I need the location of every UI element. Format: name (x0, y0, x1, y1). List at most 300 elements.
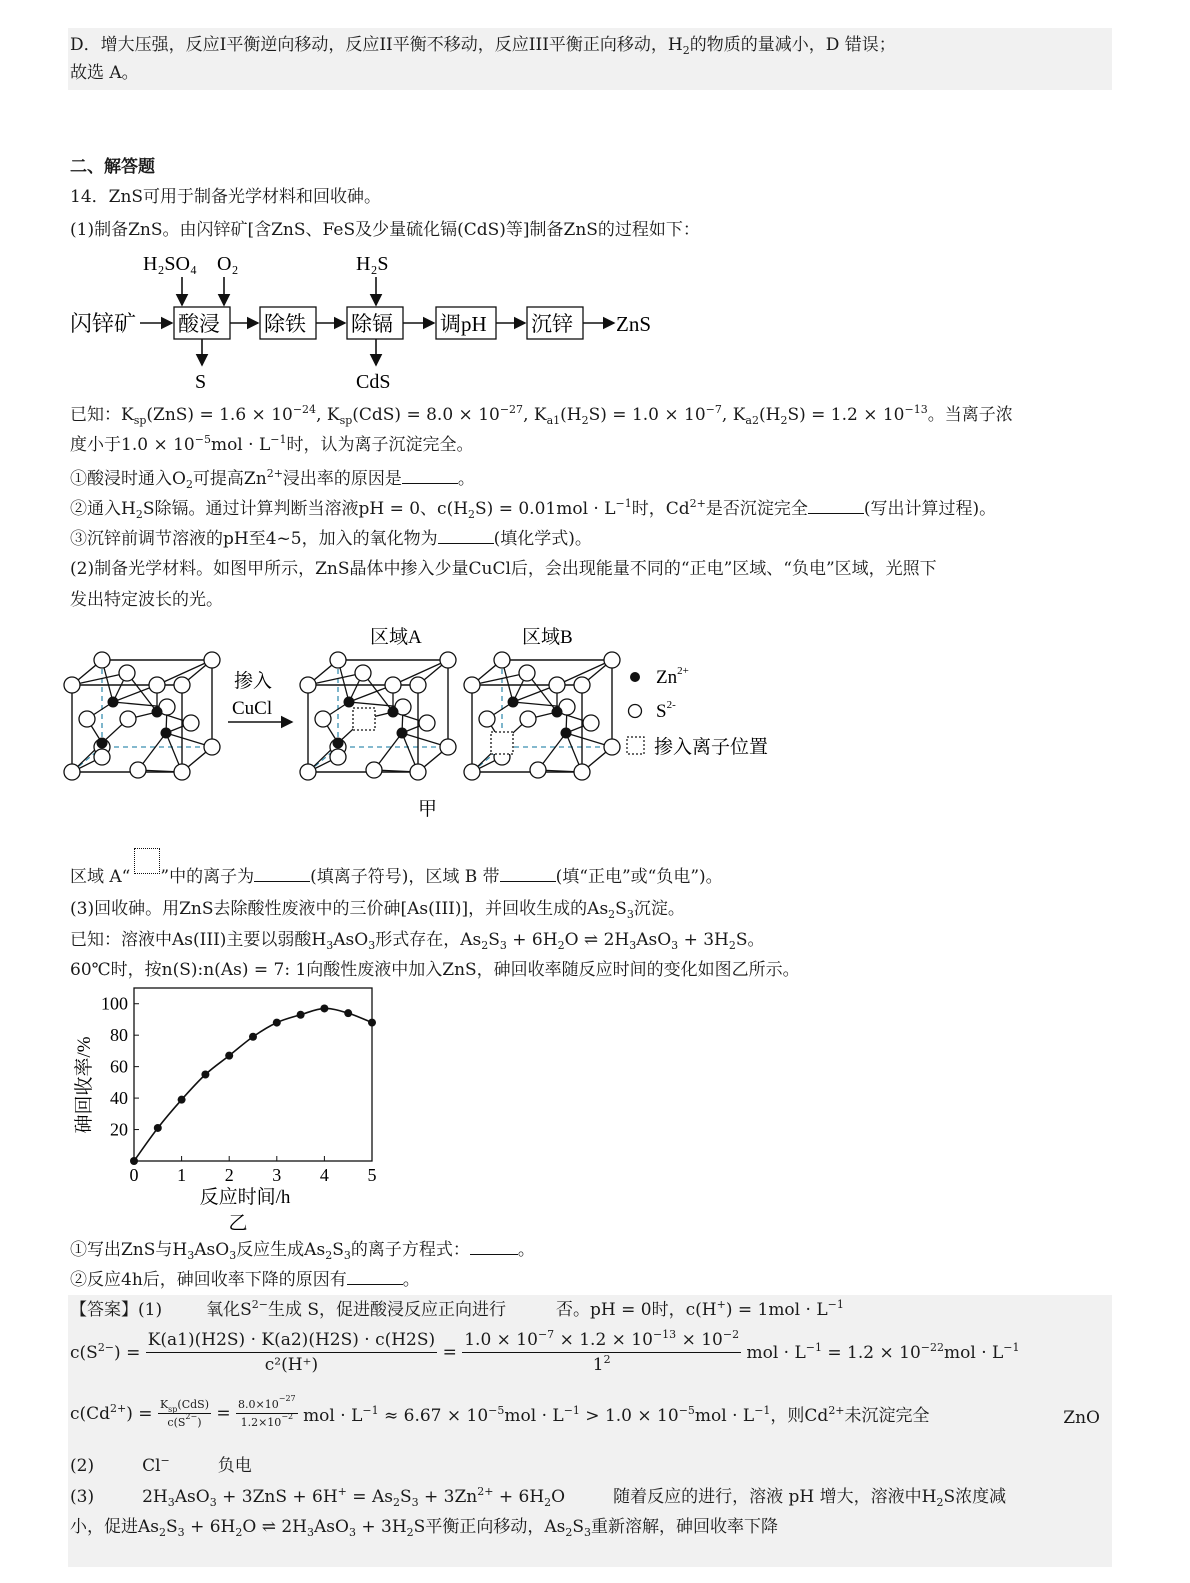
superscript: + (337, 1485, 347, 1498)
answer-blank[interactable] (347, 1268, 403, 1285)
legend-s: $S^{2-}$ (656, 699, 676, 722)
subscript: a1 (546, 414, 561, 427)
subscript: 3 (411, 1496, 419, 1509)
text: S (488, 930, 500, 950)
superscript: 2− (97, 1340, 115, 1354)
superscript: 2− (185, 1412, 198, 1421)
s-ion (519, 665, 535, 681)
text: (填“正电”或“负电”)。 (555, 867, 723, 887)
text: + 3ZnS + 6H (216, 1487, 338, 1507)
answer-blank[interactable] (808, 497, 864, 514)
part-1-text: (1)制备ZnS。由闪锌矿[含ZnS、FeS及少量硫化镉(CdS)等]制备ZnS的过程如下： (70, 220, 700, 240)
s-ion (64, 677, 80, 693)
part-3-known (70, 929, 765, 951)
superscript: −1 (615, 497, 632, 510)
text: AsO (174, 1487, 210, 1507)
answer-part-3-line-2 (70, 1516, 778, 1538)
superscript: −1 (805, 1340, 822, 1354)
figure-caption-jia: 甲 (418, 799, 438, 820)
text: = (216, 1403, 231, 1424)
s-ion (440, 652, 456, 668)
s-legend-icon (629, 705, 642, 718)
text: , K (316, 405, 340, 425)
flow-step-3: 除镉 (351, 312, 393, 336)
subscript: 3 (629, 939, 637, 952)
answer-blank[interactable] (500, 865, 556, 882)
answer-blank[interactable] (254, 865, 310, 882)
flow-step-1: 酸浸 (178, 312, 220, 336)
known-constants-line-1 (70, 404, 1013, 426)
superscript: −2 (281, 1412, 294, 1421)
zn-ion (344, 697, 355, 708)
s-ion (574, 764, 590, 780)
text: 未沉淀完全 (844, 1406, 930, 1426)
doping-site-icon (130, 860, 160, 882)
y-tick-label: 60 (110, 1056, 128, 1077)
text: (ZnS) = 1.6 × 10 (146, 405, 293, 425)
s-ion (604, 652, 620, 668)
s-ion (494, 652, 510, 668)
subscript: 2 (557, 939, 565, 952)
text: 否。pH = 0时，c(H (556, 1300, 717, 1320)
superscript: 2+ (110, 1401, 127, 1415)
text: K (159, 1398, 169, 1411)
text: ) = 1mol · L (725, 1300, 828, 1320)
data-point (201, 1071, 209, 1079)
superscript: −24 (292, 403, 317, 416)
subscript: 3 (626, 908, 634, 921)
subscript: 3 (671, 939, 679, 952)
sub-question-1 (70, 467, 475, 490)
text: , K (721, 405, 746, 425)
text: 可提高Zn (192, 469, 267, 489)
text: 8.0×10 (238, 1398, 279, 1411)
text: (3)回收砷。用ZnS去除酸性废液中的三价砷[As(III)]，并回收生成的As (70, 899, 609, 919)
answer-blank[interactable] (438, 527, 494, 544)
data-point (320, 1004, 328, 1012)
section-title: 二、解答题 (70, 157, 155, 177)
s-ion (94, 652, 110, 668)
text (70, 1340, 141, 1363)
text (70, 1401, 153, 1424)
superscript: −5 (194, 433, 211, 446)
text: + 6H (493, 1487, 545, 1507)
subscript: 2 (544, 1496, 552, 1509)
text: 时，Cd (631, 499, 690, 519)
text: 【答案】(1) (70, 1300, 163, 1320)
s-ion (119, 665, 135, 681)
part-3-condition: 60℃时，按n(S):n(As) = 7: 1向酸性废液中加入ZnS，砷回收率随反应时间的变化如图乙所示。 (70, 960, 800, 980)
fraction (236, 1394, 298, 1429)
previous-answer-line-2: 故选 A。 (70, 63, 139, 83)
superscript: −27 (278, 1394, 296, 1403)
answer-line-1 (70, 1299, 844, 1321)
text: O (551, 1487, 566, 1507)
flow-start: 闪锌矿 (70, 311, 137, 336)
text: c(S (70, 1342, 98, 1363)
text: c(S (167, 1416, 186, 1429)
zn-ion (161, 728, 172, 739)
s-ion (94, 749, 110, 765)
data-point (297, 1011, 305, 1019)
text: 2H (142, 1487, 168, 1507)
s-ion (464, 677, 480, 693)
text: S (166, 1517, 178, 1537)
answer-cadmium-formula (70, 1394, 1105, 1429)
text: 浸出率的原因是 (282, 469, 402, 489)
flow-step-4: 调pH (440, 312, 487, 336)
s-ion (604, 739, 620, 755)
text: 随着反应的进行，溶液 pH 增大，溶液中H (613, 1487, 937, 1507)
answer-zno: ZnO (1063, 1408, 1100, 1428)
data-point (154, 1124, 162, 1132)
subscript: sp (168, 1405, 178, 1414)
flow-step-2: 除铁 (264, 312, 306, 336)
text: S浓度减 (943, 1487, 1007, 1507)
text: S) = 1.0 × 10 (588, 405, 706, 425)
superscript: −2 (722, 1328, 740, 1341)
fraction (146, 1330, 437, 1375)
flow-input-h2s: H₂S (356, 253, 389, 275)
y-axis-label: 砷回收率/% (74, 1036, 95, 1134)
text: Cl (142, 1456, 161, 1476)
text: (填化学式)。 (493, 529, 592, 549)
text: + 6H (506, 930, 558, 950)
flow-input-h2so4: H₂SO₄ (143, 253, 197, 275)
s-ion (300, 764, 316, 780)
subscript: 3 (167, 1496, 175, 1509)
text: ②通入H (70, 499, 136, 519)
doping-site (353, 708, 375, 730)
subscript: 3 (499, 939, 507, 952)
text: S) = 0.01mol · L (475, 499, 616, 519)
superscript: −1 (1003, 1340, 1020, 1354)
s-ion (330, 749, 346, 765)
text: 形式存在，As (375, 930, 482, 950)
y-tick-label: 100 (101, 993, 128, 1014)
question-intro: 14．ZnS可用于制备光学材料和回收砷。 (70, 187, 382, 207)
text: 重新溶解，砷回收率下降 (590, 1517, 778, 1537)
text: = As (346, 1487, 393, 1507)
superscript: 2− (251, 1298, 268, 1311)
subscript: 2 (185, 478, 193, 491)
data-point (273, 1019, 281, 1027)
text: , K (523, 405, 547, 425)
text: O ⇌ 2H (564, 930, 630, 950)
text (303, 1406, 929, 1426)
x-tick-label: 4 (319, 1165, 329, 1185)
subscript: 2 (235, 1526, 243, 1539)
answer-part-3-line-1 (70, 1486, 1006, 1508)
text: 区域 A“ (70, 867, 131, 887)
text (462, 1330, 741, 1353)
data-point (249, 1033, 257, 1041)
text: ) = (126, 1403, 153, 1424)
text: S (332, 1240, 344, 1260)
subscript: 2 (936, 1496, 944, 1509)
superscript: −5 (488, 1404, 505, 1417)
text: ≈ 6.67 × 10 (378, 1406, 489, 1426)
text: ①写出ZnS与H (70, 1240, 188, 1260)
fraction (158, 1398, 211, 1429)
text: ”中的离子为 (160, 867, 255, 887)
subscript: 2 (728, 939, 736, 952)
text (462, 1353, 741, 1375)
text: S平衡正向移动，As (413, 1517, 566, 1537)
superscript: 2+ (689, 497, 706, 510)
s-ion (300, 677, 316, 693)
subscript: 2 (406, 1526, 414, 1539)
s-ion (64, 764, 80, 780)
superscript: −1 (827, 1298, 844, 1311)
text: 是否沉淀完全 (705, 499, 808, 519)
zn-ion (388, 707, 399, 718)
text: S (399, 1487, 412, 1507)
text: 。 (517, 1240, 535, 1260)
text: (H (560, 405, 582, 425)
text: 沉淀。 (633, 899, 685, 919)
text: 。 (457, 469, 475, 489)
arrow-label-bottom: CuCl (232, 698, 273, 719)
recovery-rate-chart (60, 985, 400, 1235)
superscript: − (160, 1454, 170, 1467)
answer-blank[interactable] (402, 467, 458, 484)
text: + 3H (678, 930, 729, 950)
s-ion (410, 677, 426, 693)
x-tick-label: 2 (224, 1165, 234, 1185)
flow-output-cds: CdS (356, 371, 391, 393)
s-ion (520, 711, 536, 727)
series-line (134, 1008, 372, 1161)
zn-ion (508, 697, 519, 708)
s-ion (574, 677, 590, 693)
s-ion (530, 762, 546, 778)
subscript: 3 (583, 1526, 591, 1539)
text: + 6H (184, 1517, 236, 1537)
zn-ion (108, 697, 119, 708)
subscript: 2 (581, 414, 589, 427)
subscript: 2 (468, 508, 476, 521)
previous-answer-line-1 (70, 34, 896, 56)
y-tick-label: 80 (110, 1025, 128, 1046)
text: × 1.2 × 10 (554, 1330, 653, 1350)
text: 小，促进As (70, 1517, 160, 1537)
superscript: −1 (754, 1404, 771, 1417)
text: = 1.2 × 10 (822, 1342, 921, 1363)
known-constants-line-2 (70, 434, 473, 456)
zn-legend-icon (630, 672, 640, 682)
text: + 3H (355, 1517, 407, 1537)
s-ion (583, 715, 599, 731)
superscript: 2+ (477, 1485, 494, 1498)
text: mol · L (504, 1406, 564, 1426)
s-ion (149, 677, 165, 693)
subscript: a2 (745, 414, 759, 427)
text: (填离子符号)，区域 B 带 (310, 867, 500, 887)
part-2-text-line-2: 发出特定波长的光。 (70, 590, 223, 610)
flow-input-o2: O₂ (217, 253, 239, 275)
s-ion (204, 739, 220, 755)
text (746, 1340, 1020, 1363)
subscript: 2 (325, 1249, 333, 1262)
text: O ⇌ 2H (242, 1517, 308, 1537)
superscript: + (716, 1298, 726, 1311)
s-ion (355, 665, 371, 681)
sub-question-3-2 (70, 1268, 420, 1291)
zn-ion (552, 707, 563, 718)
sub-question-3-1 (70, 1238, 535, 1261)
region-a-label: 区域A (370, 627, 422, 648)
doping-site-legend-icon (627, 737, 644, 754)
subscript: 3 (187, 1249, 195, 1262)
subscript: 3 (177, 1526, 185, 1539)
region-question (70, 860, 723, 888)
y-tick-label: 20 (110, 1119, 128, 1140)
fraction-numerator: K(a1)(H2S) · K(a2)(H2S) · c(H2S) (146, 1330, 437, 1353)
text: = (442, 1342, 457, 1363)
zn-ion (397, 728, 408, 739)
s-ion (183, 715, 199, 731)
text (134, 848, 160, 874)
subscript: 2 (780, 414, 788, 427)
region-b-label: 区域B (522, 627, 573, 648)
text (158, 1414, 211, 1429)
superscript: −13 (652, 1328, 677, 1341)
s-ion (120, 711, 136, 727)
text: mol · L (944, 1342, 1004, 1363)
x-tick-label: 0 (129, 1165, 139, 1185)
subscript: 2 (392, 1496, 400, 1509)
superscript: −1 (270, 433, 287, 446)
doping-site (491, 732, 513, 754)
crystal-structure-figure (60, 615, 820, 830)
figure-caption-yi: 乙 (228, 1213, 248, 1234)
subscript: 3 (348, 1526, 356, 1539)
text: mol · L (746, 1342, 806, 1363)
subscript: 3 (368, 939, 376, 952)
zn-ion (561, 728, 572, 739)
text: (H (758, 405, 781, 425)
s-ion (204, 652, 220, 668)
fraction (462, 1330, 741, 1375)
text: 负电 (217, 1456, 252, 1476)
text: 1.0 × 10 (464, 1330, 538, 1350)
s-ion (549, 677, 565, 693)
superscript: −7 (705, 403, 722, 416)
x-tick-label: 5 (367, 1165, 377, 1185)
superscript: 2 (603, 1353, 611, 1366)
flow-output-s: S (195, 371, 207, 393)
subscript: 2 (159, 1526, 167, 1539)
text: ) (197, 1416, 202, 1429)
subscript: 2 (608, 908, 616, 921)
superscript: −13 (904, 403, 928, 416)
s-ion (174, 764, 190, 780)
text: mol · L (303, 1406, 363, 1426)
superscript: −1 (362, 1404, 379, 1417)
s-ion (79, 711, 95, 727)
subscript: 2 (481, 939, 489, 952)
s-ion (330, 652, 346, 668)
text: D．增大压强，反应I平衡逆向移动，反应II平衡不移动，反应III平衡正向移动，H (70, 35, 683, 55)
text: ①酸浸时通入O (70, 469, 186, 489)
text: S (615, 899, 627, 919)
text: S) = 1.2 × 10 (787, 405, 905, 425)
text: AsO (314, 1517, 349, 1537)
text: (写出计算过程)。 (863, 499, 997, 519)
text: 时，认为离子沉淀完全。 (286, 435, 474, 455)
zn-ion (152, 707, 163, 718)
flow-end: ZnS (616, 312, 652, 336)
subscript: sp (133, 414, 147, 427)
data-point (178, 1096, 186, 1104)
answer-part-2 (70, 1455, 252, 1477)
zn-ion (97, 738, 108, 749)
legend-zn: $Zn^{2+}$ (656, 665, 689, 688)
text: ③沉锌前调节溶液的pH至4~5，加入的氧化物为 (70, 529, 438, 549)
text: AsO (333, 930, 369, 950)
s-ion (419, 715, 435, 731)
sub-question-3 (70, 527, 592, 550)
s-ion (410, 764, 426, 780)
y-tick-label: 40 (110, 1088, 128, 1109)
legend-doping: 掺入离子位置 (654, 737, 769, 758)
text: (CdS) = 8.0 × 10 (352, 405, 500, 425)
text: (2) (70, 1456, 95, 1476)
text: + 3Zn (418, 1487, 478, 1507)
text: 1.2×10 (240, 1416, 282, 1429)
s-ion (366, 762, 382, 778)
text (236, 1414, 298, 1429)
text: 反应生成As (236, 1240, 326, 1260)
data-point (344, 1009, 352, 1017)
superscript: 2+ (266, 467, 283, 480)
text: 氧化S (206, 1300, 252, 1320)
text: mol · L (694, 1406, 755, 1426)
text: AsO (194, 1240, 230, 1260)
s-ion (440, 739, 456, 755)
text: 的物质的量减小，D 错误； (689, 35, 896, 55)
s-ion (174, 677, 190, 693)
superscript: 2+ (828, 1404, 845, 1417)
subscript: 3 (326, 939, 334, 952)
subscript: 2 (565, 1526, 573, 1539)
s-ion (385, 677, 401, 693)
answer-blank[interactable] (470, 1238, 518, 1255)
subscript: 3 (229, 1249, 237, 1262)
part-2-text-line-1: (2)制备光学材料。如图甲所示，ZnS晶体中掺入少量CuCl后，会出现能量不同的“正电”区域、“负电”区域，光照下 (70, 559, 937, 579)
superscript: −22 (920, 1340, 944, 1354)
zn-ion (333, 738, 344, 749)
text: (3) (70, 1487, 95, 1507)
part-3-text (70, 898, 685, 920)
text: × 10 (676, 1330, 723, 1350)
text: 度小于1.0 × 10 (70, 435, 195, 455)
text: mol · L (210, 435, 271, 455)
sub-question-2 (70, 497, 996, 520)
superscript: −1 (563, 1404, 580, 1417)
data-point (368, 1019, 376, 1027)
subscript: 3 (307, 1526, 315, 1539)
superscript: −27 (499, 403, 524, 416)
plot-frame (134, 988, 372, 1161)
text: S除镉。通过计算判断当溶液pH = 0、c(H (142, 499, 469, 519)
data-point (130, 1157, 138, 1165)
subscript: sp (339, 414, 353, 427)
subscript: 3 (343, 1249, 351, 1262)
text: ②反应4h后，砷回收率下降的原因有 (70, 1270, 347, 1290)
text: c(Cd (70, 1403, 111, 1424)
